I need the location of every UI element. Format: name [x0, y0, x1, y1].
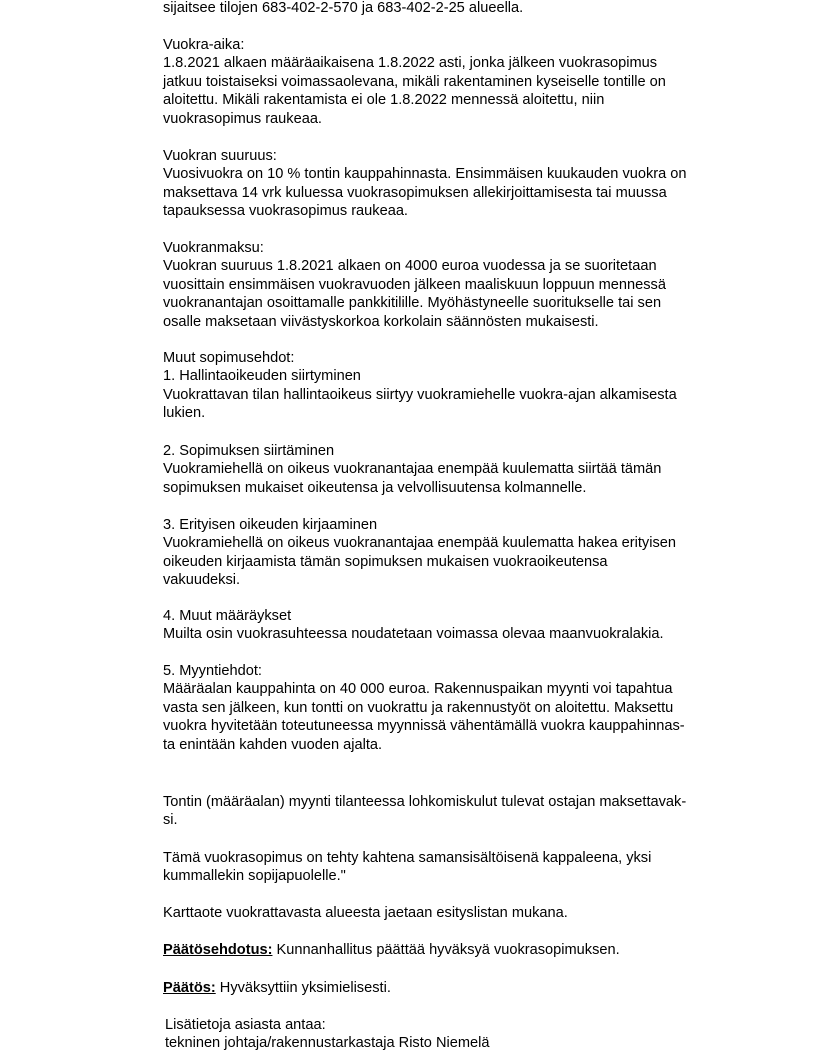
paragraph-kappaleet	[163, 849, 748, 886]
text-line: vuosittain ensimmäisen vuokravuoden jälkeen maaliskuun loppuun mennessä	[163, 276, 666, 293]
text-line: maksettava 14 vrk kuluessa vuokrasopimuksen allekirjoittamisesta tai muussa	[163, 184, 667, 201]
item-title: 2. Sopimuksen siirtäminen	[163, 443, 335, 459]
text-line	[163, 941, 748, 959]
text-line: Vuosivuokra on 10 % tontin kauppahinnasta. Ensimmäisen kuukauden vuokra on	[163, 166, 687, 183]
paatosehdotus-text: Kunnanhallitus päättää hyväksyä vuokrasopimuksen.	[272, 942, 620, 958]
section-muut-sopimusehdot	[163, 349, 748, 423]
text-line: lukien.	[163, 405, 206, 422]
text-line: sopimuksen mukaiset oikeutensa ja velvollisuutensa kolmannelle.	[163, 479, 587, 496]
item-title: 3. Erityisen oikeuden kirjaaminen	[163, 517, 378, 533]
item-muut-maaraykset	[163, 607, 748, 644]
text-line: Vuokrattavan tilan hallintaoikeus siirtyy vuokramiehelle vuokra-ajan alkamisesta	[163, 386, 677, 403]
text-line: Karttaote vuokrattavasta alueesta jaetaan esityslistan mukana.	[163, 905, 568, 921]
item-sopimuksen-siirtaminen	[163, 442, 748, 497]
text-line: jatkuu toistaiseksi voimassaolevana, mikäli rakentaminen kyseiselle tontille on	[163, 73, 666, 90]
item-title: 1. Hallintaoikeuden siirtyminen	[163, 368, 361, 385]
paragraph-paatos	[163, 979, 748, 997]
text-line: aloitettu. Mikäli rakentamista ei ole 1.8.2022 mennessä aloitettu, niin	[163, 92, 605, 109]
text-line: tekninen johtaja/rakennustarkastaja Risto Niemelä	[165, 1035, 490, 1052]
paatosehdotus-label: Päätösehdotus:	[163, 942, 273, 958]
text-line: Vuokramiehellä on oikeus vuokranantajaa enempää kuulematta siirtää tämän	[163, 461, 662, 478]
text-line: Määräalan kauppahinta on 40 000 euroa. Rakennuspaikan myynti voi tapahtua	[163, 681, 673, 698]
text-line: Tontin (määräalan) myynti tilanteessa lohkomiskulut tulevat ostajan maksettavak-	[163, 794, 687, 810]
text-line: Vuokran suuruus 1.8.2021 alkaen on 4000 euroa vuodessa ja se suoritetaan	[163, 258, 657, 275]
text-line: vakuudeksi.	[163, 572, 241, 589]
paragraph-paatosehdotus	[163, 941, 748, 959]
section-heading: Vuokra-aika:	[163, 37, 245, 53]
text-line: Tämä vuokrasopimus on tehty kahtena samansisältöisenä kappaleena, yksi	[163, 850, 652, 866]
text-line: kummallekin sopijapuolelle."	[163, 868, 346, 885]
text-line: tapauksessa vuokrasopimus raukeaa.	[163, 203, 408, 220]
item-erityisen-oikeuden-kirjaaminen	[163, 516, 748, 590]
paragraph-lisatietoja	[165, 1016, 750, 1053]
text-line: sijaitsee tilojen 683-402-2-570 ja 683-402-2-25 alueella.	[163, 0, 524, 16]
item-myyntiehdot	[163, 662, 748, 754]
paatos-label: Päätös:	[163, 980, 216, 996]
section-vuokra-aika	[163, 36, 748, 128]
text-line: vuokranantajan osoittamalle pankkitilille. Myöhästyneelle suoritukselle tai sen	[163, 295, 662, 312]
section-vuokran-suuruus	[163, 147, 748, 221]
section-vuokranmaksu	[163, 239, 748, 331]
section-heading: Vuokran suuruus:	[163, 148, 277, 164]
text-line: ta enintään kahden vuoden ajalta.	[163, 736, 383, 753]
paatos-text: Hyväksyttiin yksimielisesti.	[215, 980, 391, 996]
item-title: 4. Muut määräykset	[163, 608, 292, 624]
text-line: Muilta osin vuokrasuhteessa noudatetaan voimassa olevaa maanvuokralakia.	[163, 626, 664, 643]
paragraph-tontin-myynti	[163, 793, 748, 830]
item-title: 5. Myyntiehdot:	[163, 663, 262, 679]
paragraph-karttaote	[163, 904, 748, 922]
text-line: si.	[163, 812, 178, 829]
section-heading: Vuokranmaksu:	[163, 240, 264, 256]
text-line	[163, 979, 748, 997]
section-heading: Muut sopimusehdot:	[163, 350, 295, 366]
text-line: oikeuden kirjaamista tämän sopimuksen mukaisen vuokraoikeutensa	[163, 553, 608, 570]
text-line: Vuokramiehellä on oikeus vuokranantajaa enempää kuulematta hakea erityisen	[163, 535, 676, 552]
text-line: 1.8.2021 alkaen määräaikaisena 1.8.2022 asti, jonka jälkeen vuokrasopimus	[163, 55, 658, 72]
text-line: vuokrasopimus raukeaa.	[163, 110, 322, 127]
text-line: Lisätietoja asiasta antaa:	[165, 1017, 326, 1033]
top-fragment	[163, 0, 748, 17]
text-line: vasta sen jälkeen, kun tontti on vuokrattu ja rakennustyöt on aloitettu. Maksettu	[163, 699, 674, 716]
text-line: osalle maksetaan viivästyskorkoa korkolain säännösten mukaisesti.	[163, 313, 599, 330]
text-line: vuokra hyvitetään toteutuneessa myynnissä vähentämällä vuokra kauppahinnas-	[163, 718, 685, 735]
